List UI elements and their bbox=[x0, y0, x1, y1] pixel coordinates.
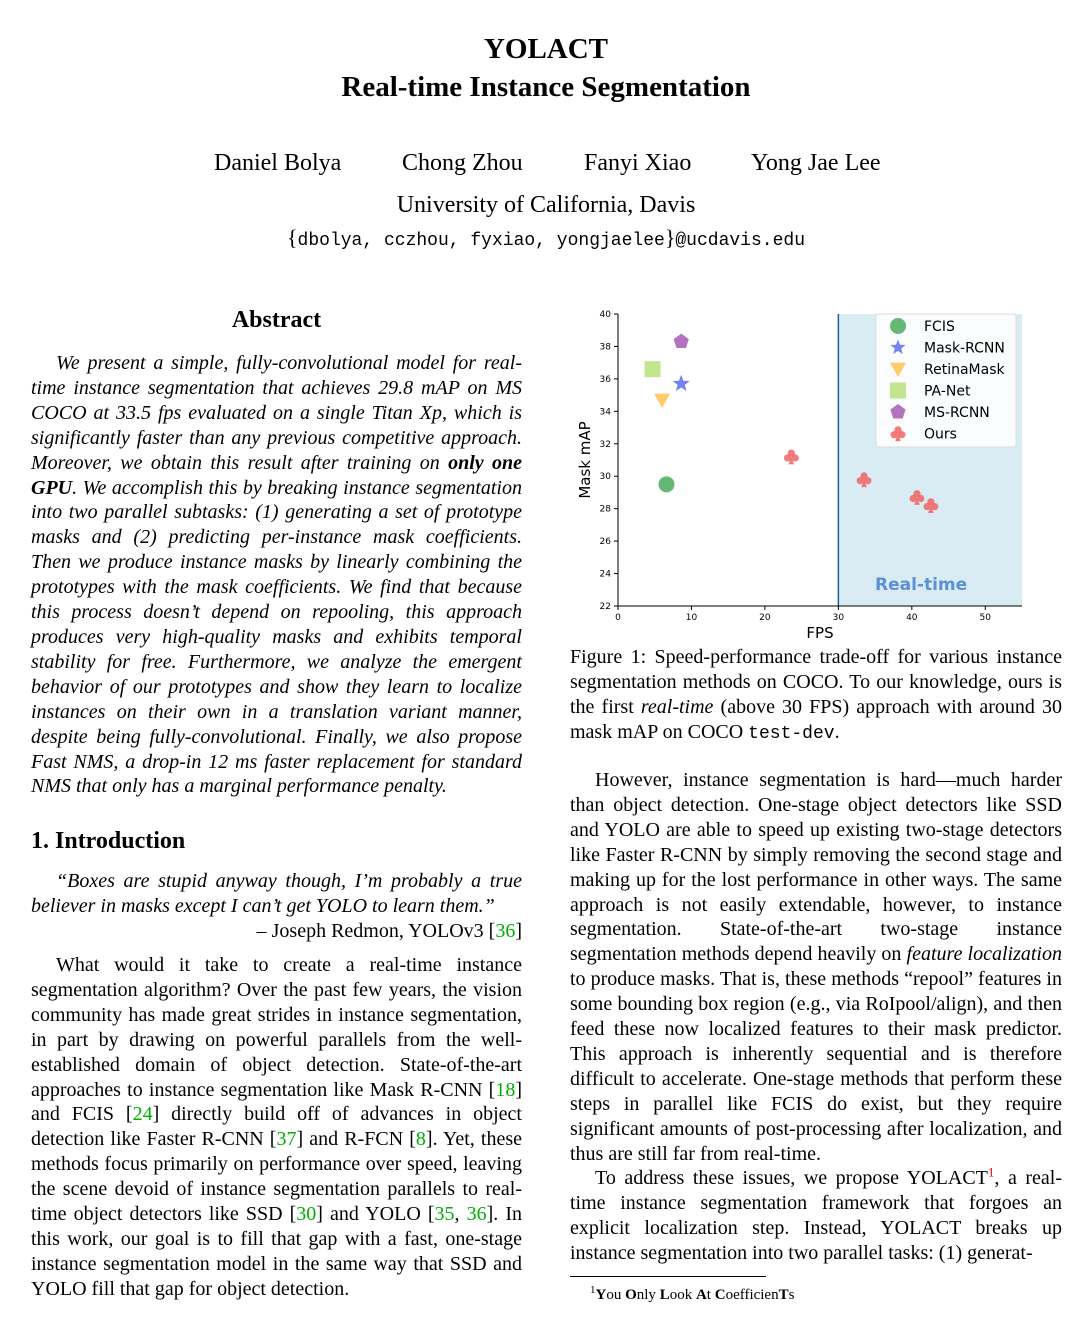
data-point-ms-rcnn bbox=[674, 334, 689, 348]
y-tick-label: 36 bbox=[599, 374, 611, 385]
data-point-retinamask bbox=[654, 394, 670, 408]
data-point-mask-rcnn bbox=[673, 375, 690, 391]
scatter-plot bbox=[570, 300, 1062, 646]
y-tick-label: 26 bbox=[599, 537, 611, 548]
intro-paragraph: What would it take to create a real-time instance segmentation algorithm? Over the past few years, the vision community has made great strides in instance segmentation, in part by drawing on powerful parallels from the well-established domain of object detection. State-of-the-art approaches to instance segmentation like Mask R-CNN [18] and FCIS [24] directly build off of advances in object detection like Faster R-CNN [37] and R-FCN [8]. Yet, these methods focus primarily on performance over speed, leaving the scene devoid of instance segmentation parallels to real-time object detectors like SSD [30] and YOLO [35, 36]. In this work, our goal is to fill that gap with a fast, one-stage instance segmentation model in the same way that SSD and YOLO fill that gap for object detection. bbox=[31, 954, 523, 1300]
abstract-text: We present a simple, fully-convolutional model for real-time instance segmentation that achieves 29.8 mAP on MS COCO at 33.5 fps evaluated on a single Titan Xp, which is significantly faster than any previous competitive approach. Moreover, we obtain this result after training on only one GPU. We accomplish this by breaking instance segmentation into two parallel subtasks: (1) generating a set of prototype masks and (2) predicting per-instance mask coefficients. Then we produce instance masks by linearly combining the prototypes with the mask coefficients. We find that because this process doesn’t depend on repooling, this approach produces very high-quality masks and exhibits temporal stability for free. Furthermore, we analyze the emergent behavior of our prototypes and show they learn to localize instances on their own in a translation variant manner, despite being fully-convolutional. Finally, we also propose Fast NMS, a drop-in 12 ms faster replacement for standard NMS that only has a marginal performance penalty. bbox=[31, 352, 522, 798]
citation-link[interactable]: 8 bbox=[415, 1128, 426, 1151]
footnote-text: t bbox=[706, 1287, 715, 1303]
footnote-text: s bbox=[788, 1287, 795, 1303]
citation-link[interactable]: 30 bbox=[296, 1203, 317, 1226]
realtime-label: Real-time bbox=[875, 575, 968, 595]
y-tick-label: 34 bbox=[599, 407, 611, 418]
intro-quote: “Boxes are stupid anyway though, I’m probably a true believer in masks except I can’t get YOLO to learn them.” bbox=[31, 870, 522, 917]
footnote-number: 1 bbox=[590, 1284, 596, 1296]
citation-link[interactable]: 18 bbox=[495, 1078, 516, 1101]
paper-title-line1: YOLACT bbox=[483, 33, 609, 65]
y-tick-label: 40 bbox=[599, 310, 611, 320]
footnote-text: ou bbox=[606, 1287, 626, 1303]
citation-link[interactable]: 36 bbox=[495, 920, 516, 942]
brace-close: } bbox=[664, 225, 676, 250]
footnote-acronym-letter: T bbox=[778, 1287, 789, 1303]
x-tick-label: 40 bbox=[906, 613, 918, 623]
author-name: Yong Jae Lee bbox=[751, 150, 881, 176]
legend-label: FCIS bbox=[924, 319, 955, 335]
affiliation: University of California, Davis bbox=[396, 192, 696, 218]
footnote-marker[interactable]: 1 bbox=[987, 1164, 995, 1180]
footnote-acronym-letter: A bbox=[695, 1287, 707, 1303]
x-tick-label: 0 bbox=[615, 613, 621, 623]
email-domain: @ucdavis.edu bbox=[675, 231, 805, 251]
y-axis-label: Mask mAP bbox=[576, 421, 594, 499]
footnote-text: ook bbox=[669, 1287, 696, 1303]
footnote-acronym-letter: O bbox=[625, 1287, 637, 1303]
y-tick-label: 30 bbox=[599, 472, 611, 483]
footnote-acronym-letter: Y bbox=[595, 1287, 607, 1303]
author-emails[interactable] bbox=[0, 225, 1092, 254]
legend-label: PA-Net bbox=[924, 383, 971, 400]
x-tick-label: 50 bbox=[979, 613, 991, 623]
email-names: dbolya, cczhou, fyxiao, yongjaelee bbox=[297, 231, 665, 251]
legend-marker-pa-net bbox=[890, 383, 906, 399]
y-tick-label: 28 bbox=[599, 504, 611, 515]
author-name: Chong Zhou bbox=[402, 150, 523, 176]
footnote bbox=[590, 1280, 794, 1305]
figure-1-chart bbox=[570, 300, 1062, 646]
chart-legend bbox=[876, 314, 1016, 447]
abstract-bold: only one GPU bbox=[31, 451, 522, 499]
data-point-pa-net bbox=[645, 361, 661, 377]
legend-label: Ours bbox=[924, 426, 957, 443]
intro-heading: 1. Introduction bbox=[31, 828, 186, 854]
footnote-text: oefficien bbox=[725, 1287, 779, 1303]
author-name: Fanyi Xiao bbox=[584, 150, 692, 176]
legend-marker-fcis bbox=[890, 318, 906, 334]
citation-link[interactable]: 36 bbox=[466, 1203, 487, 1226]
author-name: Daniel Bolya bbox=[214, 150, 342, 176]
quote-attribution: – Joseph Redmon, YOLOv3 [36] bbox=[256, 920, 522, 942]
legend-label: Mask-RCNN bbox=[924, 340, 1005, 357]
legend-label: MS-RCNN bbox=[924, 405, 990, 421]
brace-open: { bbox=[286, 225, 298, 250]
body-paragraph: However, instance segmentation is hard—much harder than object detection. One-stage object detectors like SSD and YOLO are able to speed up existing two-stage detectors like Faster R-CNN by simply removing the second stage and making up for the lost performance in other ways. The same approach is not easily extendable, however, to instance segmentation. State-of-the-art two-stage instance segmentation methods depend heavily on feature localization to produce masks. That is, these methods “repool” features in some bounding box region (e.g., via RoIpool/align), and then feed these now localized features to their mask predictor. This approach is inherently sequential and is therefore difficult to accelerate. One-stage methods that perform these steps in parallel like FCIS do exist, but they require significant amounts of post-processing after localization, and thus are still far from real-time. bbox=[570, 769, 1062, 1165]
x-axis-label: FPS bbox=[806, 624, 834, 642]
y-tick-label: 24 bbox=[599, 569, 611, 580]
data-point-fcis bbox=[658, 476, 674, 492]
citation-link[interactable]: 35 bbox=[434, 1203, 455, 1226]
citation-link[interactable]: 24 bbox=[132, 1103, 153, 1126]
y-tick-label: 22 bbox=[599, 602, 611, 612]
x-tick-label: 30 bbox=[832, 613, 845, 623]
paper-title-line2: Real-time Instance Segmentation bbox=[341, 71, 751, 103]
body-paragraph: To address these issues, we propose YOLACT$^1$, a real-time instance segmentation framework that forgoes an explicit localization step. Instead, YOLACT breaks up instance segmentation into two parallel tasks: (1) generat- bbox=[570, 1164, 1062, 1264]
y-tick-label: 32 bbox=[599, 439, 611, 450]
citation-link[interactable]: 37 bbox=[276, 1128, 297, 1151]
footnote-divider bbox=[570, 1276, 766, 1277]
legend-label: RetinaMask bbox=[924, 362, 1005, 378]
y-tick-label: 38 bbox=[599, 342, 611, 353]
x-tick-label: 20 bbox=[759, 613, 771, 623]
abstract-heading: Abstract bbox=[231, 307, 322, 333]
figure-1-caption: Figure 1: Speed-performance trade-off for various instance segmentation methods on COCO. To our knowledge, ours is the first real-time (above 30 FPS) approach with around 30 mask mAP on COCO test-dev. bbox=[570, 646, 1062, 744]
x-tick-label: 10 bbox=[685, 613, 698, 623]
data-point-ours bbox=[784, 450, 799, 465]
footnote-acronym-letter: C bbox=[714, 1287, 726, 1303]
author-list bbox=[0, 150, 1092, 184]
footnote-text: nly bbox=[636, 1287, 660, 1303]
footnote-acronym-letter: L bbox=[659, 1287, 670, 1303]
